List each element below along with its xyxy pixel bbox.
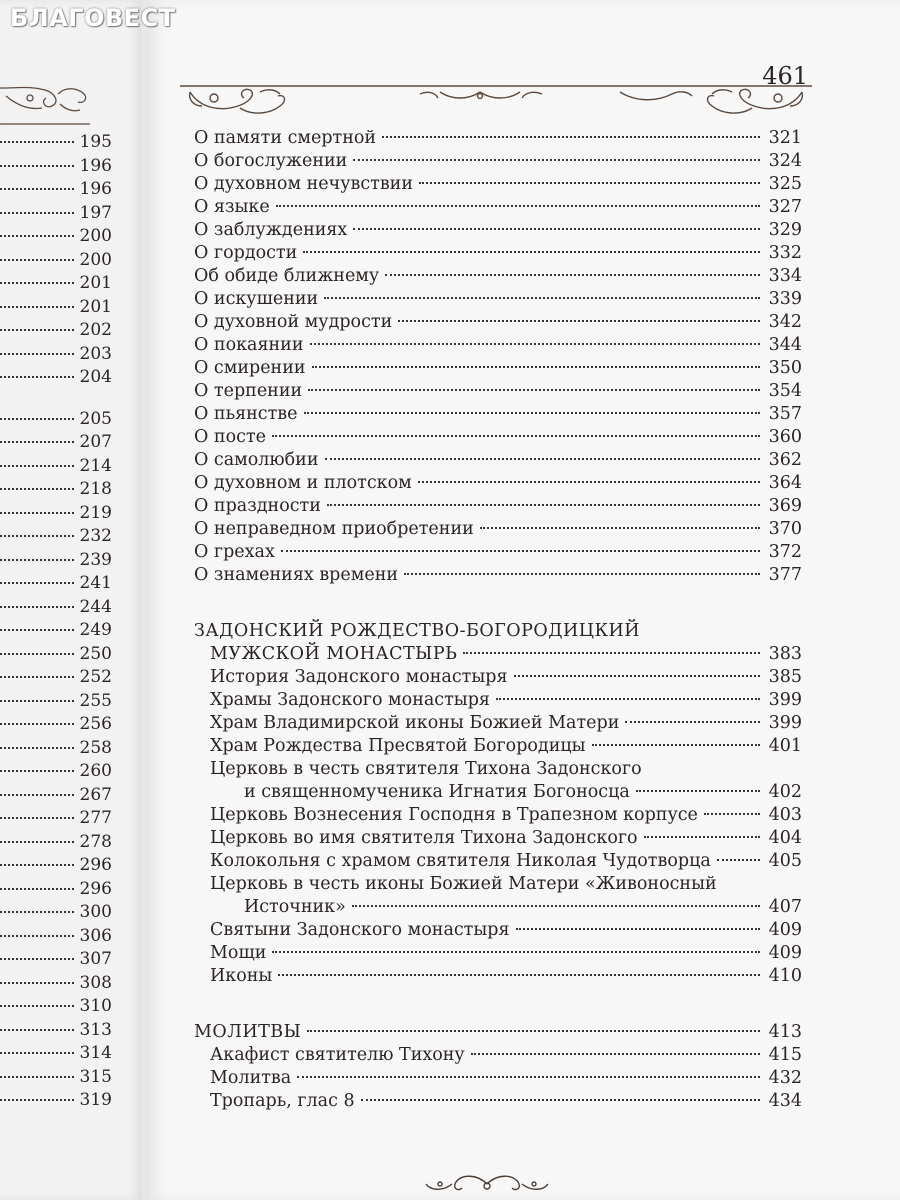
toc-entry[interactable]	[194, 666, 802, 689]
entry-page: 409	[768, 920, 802, 940]
entry-title: Храм Владимирской иконы Божией Матери	[210, 713, 620, 733]
entry-page: 403	[768, 805, 802, 825]
toc-entry[interactable]	[194, 219, 802, 242]
header-ornament-icon	[180, 82, 812, 122]
leader-dots	[471, 1053, 760, 1055]
leader-dots	[0, 770, 74, 772]
toc-entry[interactable]	[194, 1044, 802, 1067]
left-page-entry	[0, 644, 112, 667]
leader-dots	[382, 136, 760, 138]
right-page	[150, 0, 900, 1200]
toc-entry[interactable]	[194, 873, 802, 896]
leader-dots	[0, 982, 74, 984]
watermark-logo: БЛАГОВЕСТ	[10, 4, 176, 32]
entry-page: 377	[768, 565, 802, 585]
left-page-number: 300	[79, 902, 112, 922]
toc-entry[interactable]	[194, 965, 802, 988]
left-page-number: 197	[79, 202, 112, 223]
entry-title: Церковь Вознесения Господня в Трапезном корпусе	[210, 805, 698, 825]
toc-entry[interactable]	[194, 758, 802, 781]
entry-title-cont: и священномученика Игнатия Богоносца	[244, 782, 630, 802]
leader-dots	[0, 212, 74, 214]
leader-dots	[0, 353, 74, 355]
leader-dots	[312, 366, 760, 368]
left-page-entry	[0, 479, 112, 502]
left-page-number: 277	[79, 808, 112, 828]
entry-page: 332	[768, 243, 802, 263]
leader-dots	[0, 747, 74, 749]
toc-entry[interactable]	[194, 564, 802, 587]
entry-page: 372	[768, 542, 802, 562]
entry-page: 354	[768, 381, 802, 401]
left-page-entry	[0, 526, 112, 549]
entry-page: 370	[768, 519, 802, 539]
left-page-number: 201	[79, 273, 112, 293]
section-title[interactable]: ЗАДОНСКИЙ РОЖДЕСТВО-БОГОРОДИЦКИЙ	[194, 621, 641, 641]
leader-dots	[353, 228, 760, 230]
entry-title: Храм Рождества Пресвятой Богородицы	[210, 736, 586, 756]
leader-dots	[304, 412, 761, 414]
leader-dots	[592, 744, 760, 746]
footer-ornament-icon	[422, 1172, 552, 1196]
leader-dots	[404, 573, 760, 575]
left-page-number: 202	[79, 320, 112, 340]
entry-title: Церковь в честь иконы Божией Матери «Живоносный	[210, 874, 717, 894]
leader-dots	[0, 465, 74, 467]
entry-page: 327	[768, 197, 802, 217]
leader-dots	[0, 418, 74, 420]
leader-dots	[0, 441, 74, 443]
section-items	[194, 666, 802, 988]
left-page-entry	[0, 855, 112, 878]
entry-page: 401	[768, 736, 802, 756]
leader-dots	[352, 905, 760, 907]
left-page-entry	[0, 550, 112, 573]
toc-entry[interactable]	[194, 1090, 802, 1113]
leader-dots	[0, 282, 74, 284]
toc-entry[interactable]	[194, 850, 802, 873]
leader-dots	[272, 435, 760, 437]
leader-dots	[297, 1076, 760, 1078]
left-page-entry	[0, 949, 112, 972]
leader-dots	[704, 813, 760, 815]
section-prayers	[194, 1021, 802, 1113]
entry-page: 334	[768, 266, 802, 286]
left-page-number: 203	[79, 343, 112, 364]
leader-dots	[0, 1005, 74, 1007]
page-number: 461	[762, 62, 808, 90]
entry-title: О языке	[194, 197, 270, 217]
left-page-entry	[0, 226, 112, 249]
leader-dots	[0, 306, 74, 308]
leader-dots	[278, 974, 760, 976]
leader-dots	[0, 582, 74, 584]
entry-page: 404	[768, 828, 802, 848]
left-page-number: 260	[79, 761, 112, 781]
entry-page: 410	[768, 966, 802, 986]
left-page-number: 308	[79, 972, 112, 993]
leader-dots	[0, 1052, 74, 1054]
left-page-number: 219	[79, 502, 112, 523]
toc-entry[interactable]	[194, 334, 802, 357]
left-page-number: 313	[79, 1019, 112, 1040]
leader-dots	[0, 911, 74, 913]
entry-title: О гордости	[194, 243, 298, 263]
left-page-entry	[0, 808, 112, 831]
left-page-entry	[0, 620, 112, 643]
toc-entry-cont[interactable]	[194, 896, 802, 919]
left-page-number: 200	[79, 249, 112, 270]
leader-dots	[463, 652, 760, 654]
leader-dots	[0, 864, 74, 866]
leader-dots	[281, 550, 760, 552]
toc-entry[interactable]	[194, 150, 802, 173]
entry-title: Молитва	[210, 1068, 292, 1088]
leader-dots	[0, 794, 74, 796]
entry-title: О памяти смертной	[194, 128, 377, 148]
left-page-number: 296	[79, 855, 112, 875]
entry-title: Акафист святителю Тихону	[210, 1045, 465, 1065]
entry-page: 362	[768, 450, 802, 470]
entry-title: Об обиде ближнему	[194, 266, 380, 286]
toc-entry[interactable]	[194, 311, 802, 334]
entry-page: 350	[768, 358, 802, 378]
left-page-number: 232	[79, 526, 112, 546]
toc-entry[interactable]	[194, 495, 802, 518]
leader-dots	[276, 205, 760, 207]
left-page-entry	[0, 1020, 112, 1043]
left-page-entry	[0, 156, 112, 179]
leader-dots	[361, 1099, 760, 1101]
left-page-entry	[0, 738, 112, 761]
left-page-number: 256	[79, 714, 112, 734]
left-page-number: 239	[79, 549, 112, 570]
toc-entry[interactable]	[194, 403, 802, 426]
toc-entry[interactable]	[194, 919, 802, 942]
leader-dots	[0, 141, 74, 143]
entry-page: 399	[768, 713, 802, 733]
section-title[interactable]: МОЛИТВЫ 413	[194, 1022, 802, 1042]
left-page-entry	[0, 597, 112, 620]
entry-page: 324	[768, 151, 802, 171]
left-page-entry	[0, 573, 112, 596]
entry-page: 407	[768, 897, 802, 917]
entry-title: Святыни Задонского монастыря	[210, 920, 510, 940]
entry-title: О грехах	[194, 542, 275, 562]
left-page-number: 252	[79, 667, 112, 687]
toc-entry[interactable]	[194, 827, 802, 850]
leader-dots	[0, 958, 74, 960]
left-page-entry	[0, 785, 112, 808]
leader-dots	[480, 527, 760, 529]
left-page-entry	[0, 432, 112, 455]
leader-dots	[324, 297, 760, 299]
left-page-number: 255	[79, 690, 112, 711]
entry-page: 329	[768, 220, 802, 240]
leader-dots	[418, 481, 760, 483]
leader-dots	[0, 188, 74, 190]
leader-dots	[398, 320, 760, 322]
left-page-entry	[0, 973, 112, 996]
entry-page: 369	[768, 496, 802, 516]
left-page-entry	[0, 320, 112, 343]
left-page-number: 241	[79, 573, 112, 593]
left-page-number: 249	[79, 620, 112, 640]
left-page-entry	[0, 832, 112, 855]
leader-dots	[303, 251, 760, 253]
entry-title: О смирении	[194, 358, 306, 378]
entry-title: Церковь в честь святителя Тихона Задонского	[210, 759, 642, 779]
left-page-entry	[0, 902, 112, 925]
left-page-entry	[0, 409, 112, 432]
left-page-entry	[0, 996, 112, 1019]
left-page-entry	[0, 203, 112, 226]
leader-dots	[514, 675, 761, 677]
toc-entry[interactable]	[194, 173, 802, 196]
leader-dots	[0, 935, 74, 937]
toc-entry[interactable]	[194, 265, 802, 288]
left-page-entry	[0, 1090, 112, 1113]
leader-dots	[636, 790, 760, 792]
entry-page: 321	[768, 128, 802, 148]
left-page-number: 204	[79, 367, 112, 387]
entry-title: О посте	[194, 427, 266, 447]
leader-dots	[0, 629, 74, 631]
left-page-number: 196	[79, 179, 112, 199]
entry-title: О богослужении	[194, 151, 348, 171]
entry-page: 385	[768, 667, 802, 687]
entry-title: О самолюбии	[194, 450, 319, 470]
left-page-entry	[0, 297, 112, 320]
toc-entry[interactable]	[194, 735, 802, 758]
left-page-entry	[0, 691, 112, 714]
leader-dots	[0, 1029, 74, 1031]
left-page-number: 314	[79, 1043, 112, 1063]
leader-dots	[0, 329, 74, 331]
entry-title: О знамениях времени	[194, 565, 399, 585]
left-page-number: 196	[79, 155, 112, 176]
left-page-number: 267	[79, 784, 112, 805]
toc-entry[interactable]	[194, 449, 802, 472]
entry-title: О праздности	[194, 496, 321, 516]
left-page-entry	[0, 132, 112, 155]
leader-dots	[0, 165, 74, 167]
leader-dots	[516, 928, 760, 930]
leader-dots	[353, 159, 760, 161]
entry-page: 342	[768, 312, 802, 332]
entry-title: Мощи	[210, 943, 267, 963]
left-page-number: 200	[79, 226, 112, 246]
entry-title: О заблуждениях	[194, 220, 348, 240]
entry-page: 357	[768, 404, 802, 424]
entry-title: Тропарь, глас 8	[210, 1091, 355, 1111]
entry-page: 402	[768, 782, 802, 802]
table-of-contents	[194, 127, 802, 1113]
toc-entry[interactable]	[194, 380, 802, 403]
left-page-entry	[0, 714, 112, 737]
leader-dots	[0, 512, 74, 514]
leader-dots	[0, 1076, 74, 1078]
entry-page: 415	[768, 1045, 802, 1065]
toc-entry[interactable]	[194, 942, 802, 965]
left-page-number: 214	[79, 455, 112, 476]
leader-dots	[496, 698, 760, 700]
left-page-entry	[0, 761, 112, 784]
leader-dots	[310, 343, 760, 345]
left-page-number: 207	[79, 432, 112, 452]
leader-dots	[0, 817, 74, 819]
left-page-number: 205	[79, 408, 112, 429]
leader-dots	[419, 182, 760, 184]
left-page-number: 319	[79, 1090, 112, 1110]
section-zadonsk	[194, 620, 802, 988]
leader-dots	[0, 559, 74, 561]
entry-page: 344	[768, 335, 802, 355]
leader-dots	[717, 859, 760, 861]
leader-dots	[0, 723, 74, 725]
left-page-entry	[0, 667, 112, 690]
toc-entry-cont[interactable]	[194, 781, 802, 804]
left-page-number: 278	[79, 831, 112, 852]
toc-entry[interactable]	[194, 127, 802, 150]
toc-entry[interactable]	[194, 804, 802, 827]
entry-title: О духовном и плотском	[194, 473, 412, 493]
leader-dots	[0, 235, 74, 237]
entry-page: 434	[768, 1091, 802, 1111]
left-page-entry	[0, 179, 112, 202]
left-page-number: 258	[79, 737, 112, 758]
entry-title: О покаянии	[194, 335, 304, 355]
entry-page: 339	[768, 289, 802, 309]
left-page-number: 310	[79, 996, 112, 1016]
leader-dots	[0, 653, 74, 655]
entry-title: Храмы Задонского монастыря	[210, 690, 490, 710]
entry-title: Церковь во имя святителя Тихона Задонского	[210, 828, 638, 848]
leader-dots	[0, 259, 74, 261]
leader-dots	[625, 721, 760, 723]
leader-dots	[385, 274, 760, 276]
left-page-entry	[0, 367, 112, 390]
left-page-entry	[0, 456, 112, 479]
entry-title: О искушении	[194, 289, 319, 309]
toc-entry[interactable]	[194, 426, 802, 449]
left-page-number: 296	[79, 878, 112, 899]
entry-title: О духовном нечувствии	[194, 174, 414, 194]
left-page-number: 244	[79, 596, 112, 617]
leader-dots	[0, 676, 74, 678]
toc-entry[interactable]	[194, 541, 802, 564]
left-page-entry	[0, 273, 112, 296]
left-page-entry	[0, 503, 112, 526]
left-page	[0, 0, 142, 1200]
toc-entry[interactable]	[194, 1067, 802, 1090]
left-page-entry	[0, 250, 112, 273]
entry-title: О неправедном приобретении	[194, 519, 474, 539]
left-page-entry	[0, 926, 112, 949]
entry-title: О пьянстве	[194, 404, 298, 424]
leader-dots	[0, 606, 74, 608]
left-page-number: 218	[79, 479, 112, 499]
toc-entry[interactable]	[194, 689, 802, 712]
leader-dots	[644, 836, 760, 838]
leader-dots	[308, 389, 760, 391]
entry-title: О духовной мудрости	[194, 312, 393, 332]
leader-dots	[0, 700, 74, 702]
entry-page: 364	[768, 473, 802, 493]
left-page-number: 315	[79, 1066, 112, 1087]
entry-page: 399	[768, 690, 802, 710]
leader-dots	[0, 535, 74, 537]
entry-page: 360	[768, 427, 802, 447]
toc-entry[interactable]	[194, 712, 802, 735]
entry-page: 409	[768, 943, 802, 963]
entry-page: 405	[768, 851, 802, 871]
entry-title-cont: Источник»	[244, 897, 346, 917]
entry-title: О терпении	[194, 381, 303, 401]
chapter-list	[194, 127, 802, 587]
left-page-entry	[0, 879, 112, 902]
entry-title: Колокольня с храмом святителя Николая Чудотворца	[210, 851, 711, 871]
entry-title: Иконы	[210, 966, 273, 986]
left-page-number: 201	[79, 296, 112, 317]
leader-dots	[0, 841, 74, 843]
left-page-number: 250	[79, 643, 112, 664]
entry-page: 432	[768, 1068, 802, 1088]
left-page-entry	[0, 1043, 112, 1066]
toc-entry[interactable]	[194, 472, 802, 495]
toc-entry[interactable]	[194, 288, 802, 311]
left-page-number: 195	[79, 132, 112, 152]
leader-dots	[325, 458, 760, 460]
toc-entry[interactable]	[194, 242, 802, 265]
toc-entry[interactable]	[194, 357, 802, 380]
leader-dots	[0, 888, 74, 890]
leader-dots	[272, 951, 760, 953]
leader-dots	[0, 488, 74, 490]
leader-dots	[0, 376, 74, 378]
left-ornament-icon	[0, 80, 90, 126]
leader-dots	[327, 504, 760, 506]
left-page-entry	[0, 344, 112, 367]
entry-page: 325	[768, 174, 802, 194]
left-page-number: 307	[79, 949, 112, 969]
toc-entry[interactable]	[194, 518, 802, 541]
leader-dots	[0, 1099, 74, 1101]
left-page-number: 306	[79, 925, 112, 946]
entry-title: История Задонского монастыря	[210, 667, 508, 687]
leader-dots	[307, 1030, 760, 1032]
section-title-cont[interactable]: МУЖСКОЙ МОНАСТЫРЬ 383	[210, 644, 802, 664]
section-items	[194, 1044, 802, 1113]
left-page-entry	[0, 1067, 112, 1090]
toc-entry[interactable]	[194, 196, 802, 219]
